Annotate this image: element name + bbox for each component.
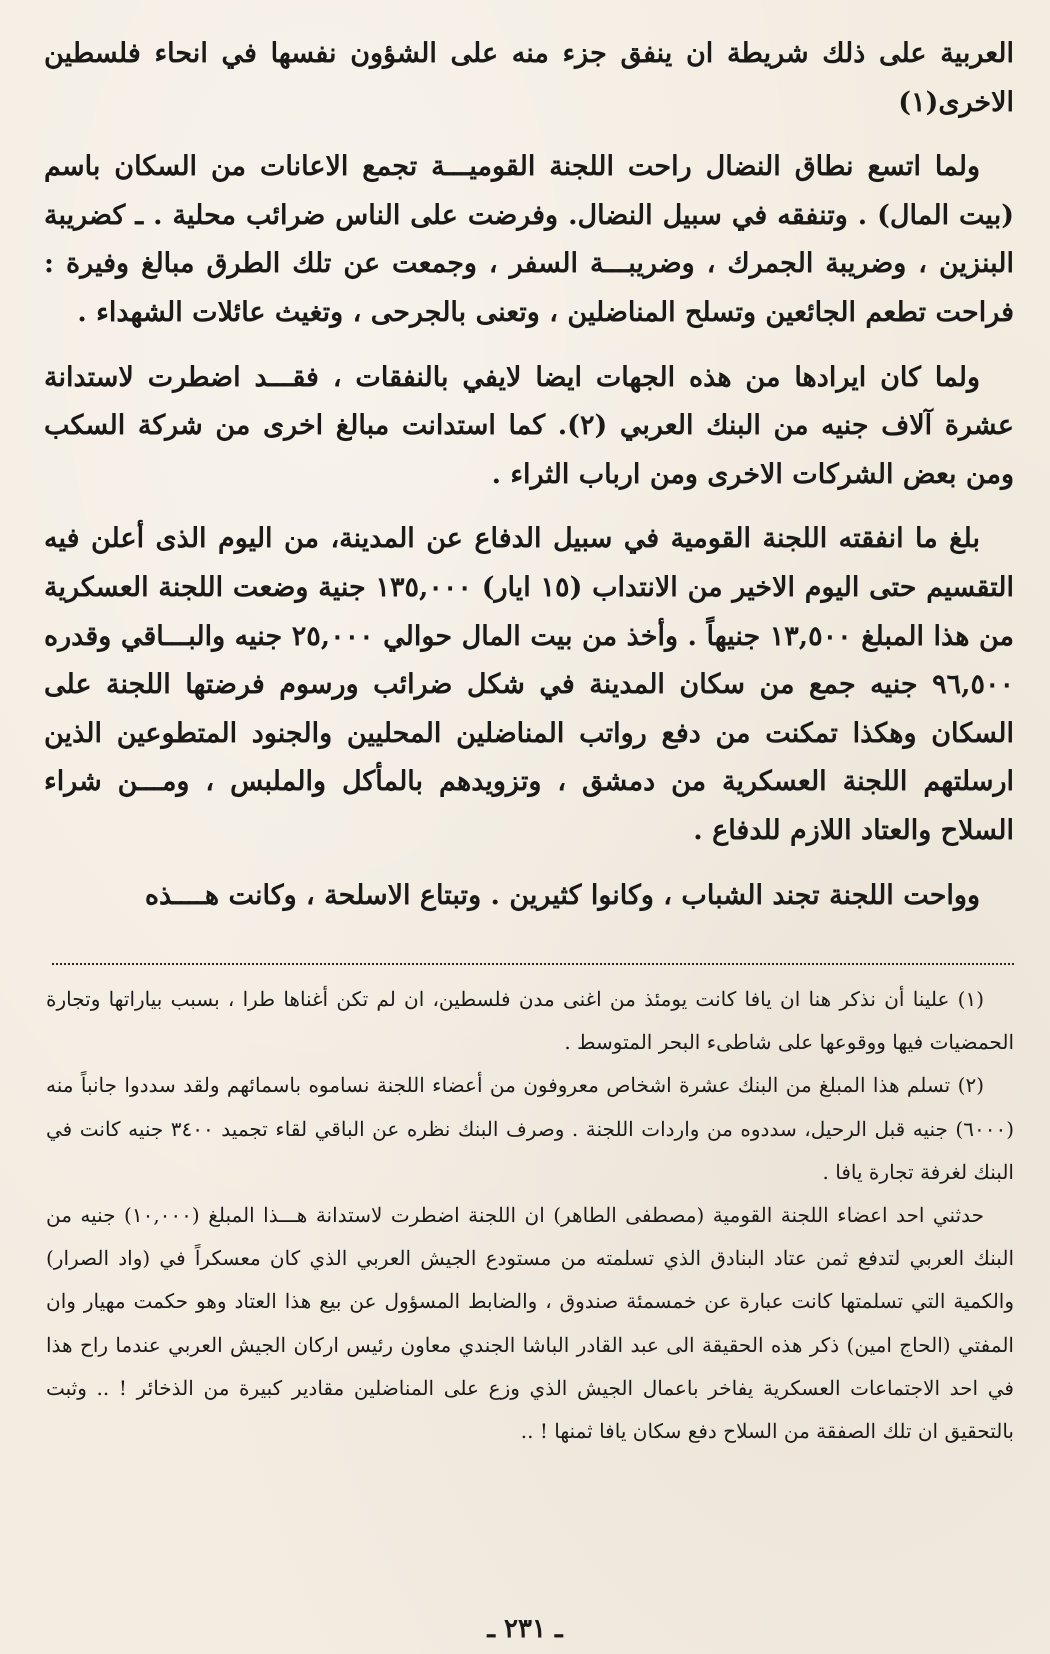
footnote-3: حدثني احد اعضاء اللجنة القومية (مصطفى الطاهر) ان اللجنة اضطرت لاستدانة هـــذا المبلغ (١٠,٠٠٠) جنيه من البنك العربي لتدفع ثمن عتاد البنادق الذي تسلمته من مستودع الجيش العربي الذي كان معسكراً في (واد الصرار) والكمية التي تسلمتها كانت عبارة عن خمسمئة صندوق ، والضابط المسؤول عن بيع هذا العتاد وهو حكمت مهيار وان المفتي (الحاج امين) ذكر هذه الحقيقة الى عبد القادر الباشا الجندي معاون رئيس اركان الجيش العربي عندما راح هذا في احد الاجتماعات العسكرية يفاخر باعمال الجيش الذي وزع على المناضلين مقادير كبيرة من الذخائر ! .. وثبت بالتحقيق ان تلك الصفقة من السلاح دفع سكان يافا ثمنها ! .. [46,1203,1014,1444]
main-paragraph-1: العربية على ذلك شريطة ان ينفق جزء منه على الشؤون نفسها في انحاء فلسطين الاخرى(١) [44,38,1014,118]
footnote-separator [52,963,1014,965]
main-paragraph-5: وواحت اللجنة تجند الشباب ، وكانوا كثيرين . وتبتاع الاسلحة ، وكانت هــــذه [144,879,980,911]
footnotes [46,978,1014,1453]
main-paragraph-2: ولما اتسع نطاق النضال راحت اللجنة القوميـــة تجمع الاعانات من السكان باسم (بيت المال) . وتنفقه في سبيل النضال. وفرضت على الناس ضرائب محلية . ـ كضريبة البنزين ، وضريبة الجمرك ، وضريبـــة السفر ، وجمعت عن تلك الطرق مبالغ وفيرة : فراحت تطعم الجائعين وتسلح المناضلين ، وتعنى بالجرحى ، وتغيث عائلات الشهداء . [44,151,1014,328]
main-text [44,30,1014,936]
footnote-2: (٢) تسلم هذا المبلغ من البنك عشرة اشخاص معروفون من أعضاء اللجنة نساموه باسمائهم ولقد سددوا جانباً منه (٦٠٠٠) جنيه قبل الرحيل، سددوه من واردات اللجنة . وصرف البنك نظره عن الباقي لقاء تجميد ٣٤٠٠ جنيه كانت في البنك لغرفة تجارة يافا . [46,1073,1014,1184]
main-paragraph-3: ولما كان ايرادها من هذه الجهات ايضا لايفي بالنفقات ، فقـــد اضطرت لاستدانة عشرة آلاف جنيه من البنك العربي (٢). كما استدانت مبالغ اخرى من شركة السكب ومن بعض الشركات الاخرى ومن ارباب الثراء . [44,361,1014,490]
footnote-1: (١) علينا أن نذكر هنا ان يافا كانت يومئذ من اغنى مدن فلسطين، ان لم تكن أغناها طرا ، بسبب بياراتها وتجارة الحمضيات فيها ووقوعها على شاطىء البحر المتوسط . [46,987,1014,1055]
page-number: ـ ٢٣١ ـ [487,1614,563,1644]
main-paragraph-4: بلغ ما انفقته اللجنة القومية في سبيل الدفاع عن المدينة، من اليوم الذى أعلن فيه التقسيم حتى اليوم الاخير من الانتداب (١٥ ايار) ١٣٥,٠٠٠ جنية وضعت اللجنة العسكرية من هذا المبلغ ١٣,٥٠٠ جنيهاً . وأخذ من بيت المال حوالي ٢٥,٠٠٠ جنيه والبـــاقي وقدره ٩٦,٥٠٠ جنيه جمع من سكان المدينة في شكل ضرائب ورسوم فرضتها اللجنة على السكان وهكذا تمكنت من دفع رواتب المناضلين المحليين والجنود المتطوعين الذين ارسلتهم اللجنة العسكرية من دمشق ، وتزويدهم بالمأكل والملبس ، ومـــن شراء السلاح والعتاد اللازم للدفاع . [44,523,1015,846]
